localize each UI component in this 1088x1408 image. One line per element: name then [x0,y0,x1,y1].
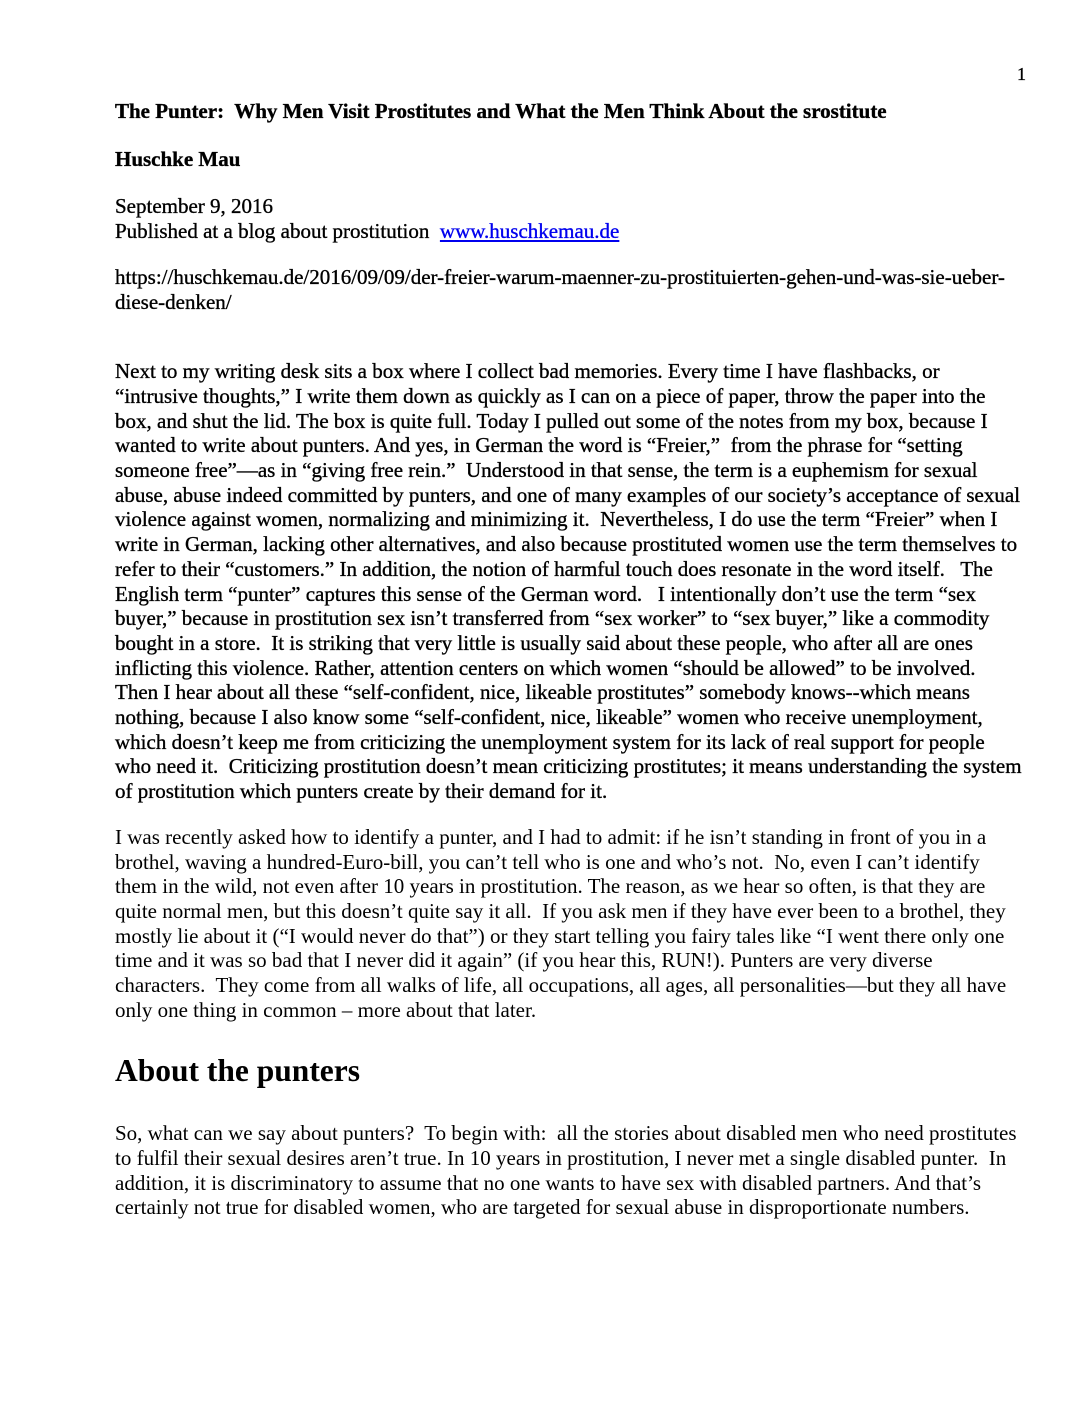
paragraph-intro: Next to my writing desk sits a box where I collect bad memories. Every time I have flashbacks, or “intrusive thoughts,” I write them down as quickly as I can on a piece of paper, throw the paper into the box, and shut the lid. The box is quite full. Today I pulled out some of the notes from my box, because I wanted to write about punters. And yes, in German the word is “Freier,” from the phrase for “setting someone free”—as in “giving free rein.” Understood in that sense, the term is a euphemism for sexual abuse, abuse indeed committed by punters, and one of many examples of our society’s acceptance of sexual violence against women, normalizing and minimizing it. Nevertheless, I do use the term “Freier” when I write in German, lacking other alternatives, and also because prostituted women use the term themselves to refer to their “customers.” In addition, the notion of harmful touch does resonate in the word itself. The English term “punter” captures this sense of the German word. I intentionally don’t use the term “sex buyer,” because in prostitution sex isn’t transferred from “sex worker” to “sex buyer,” like a commodity bought in a store. It is striking that very little is usually said about these people, who after all are ones inflicting this violence. Rather, attention centers on which women “should be allowed” to be involved. Then I hear about all these “self-confident, nice, likeable prostitutes” somebody knows--which means nothing, because I also know some “self-confident, nice, likeable” women who receive unemployment, which doesn’t keep me from criticizing the unemployment system for its lack of real support for people who need it. Criticizing prostitution doesn’t mean criticizing prostitutes; it means understanding the system of prostitution which punters create by their demand for it. [115,359,1027,804]
paragraph-about-punters: So, what can we say about punters? To begin with: all the stories about disabled men who need prostitutes to fulfil their sexual desires aren’t true. In 10 years in prostitution, I never met a single disabled punter. In addition, it is discriminatory to assume that no one wants to have sex with disabled partners. And that’s certainly not true for disabled women, who are targeted for sexual abuse in disproportionate numbers. [115,1121,1022,1220]
published-prefix: Published at a blog about prostitution [115,219,440,244]
paragraph-identify-punter: I was recently asked how to identify a punter, and I had to admit: if he isn’t standing in front of you in a brothel, waving a hundred-Euro-bill, you can’t tell who is one and who’s not. No, even I can’t identify them in the wild, not even after 10 years in prostitution. The reason, as we hear so often, is that they are quite normal men, but this doesn’t quite say it all. If you ask men if they have ever been to a brothel, they mostly lie about it (“I would never do that”) or they start telling you fairy tales like “I went there only one time and it was so bad that I never did it again” (if you hear this, RUN!). Punters are very diverse characters. They come from all walks of life, all occupations, all ages, all personalities—but they all have only one thing in common – more about that later. [115,824,1012,1022]
document-content [0,99,1088,1220]
source-url: https://huschkemau.de/2016/09/09/der-freier-warum-maenner-zu-prostituierten-gehen-und-was-sie-ueber-diese-denken/ [115,264,1005,314]
published-line [115,219,1023,244]
publication-date: September 9, 2016 [115,194,274,219]
page-number: 1 [1017,64,1026,84]
blog-link[interactable]: www.huschkemau.de [439,219,620,244]
section-heading-about-the-punters: About the punters [115,1052,361,1088]
document-title: The Punter: Why Men Visit Prostitutes and What the Men Think About the srostitute [115,99,887,123]
author-name: Huschke Mau [115,146,241,171]
